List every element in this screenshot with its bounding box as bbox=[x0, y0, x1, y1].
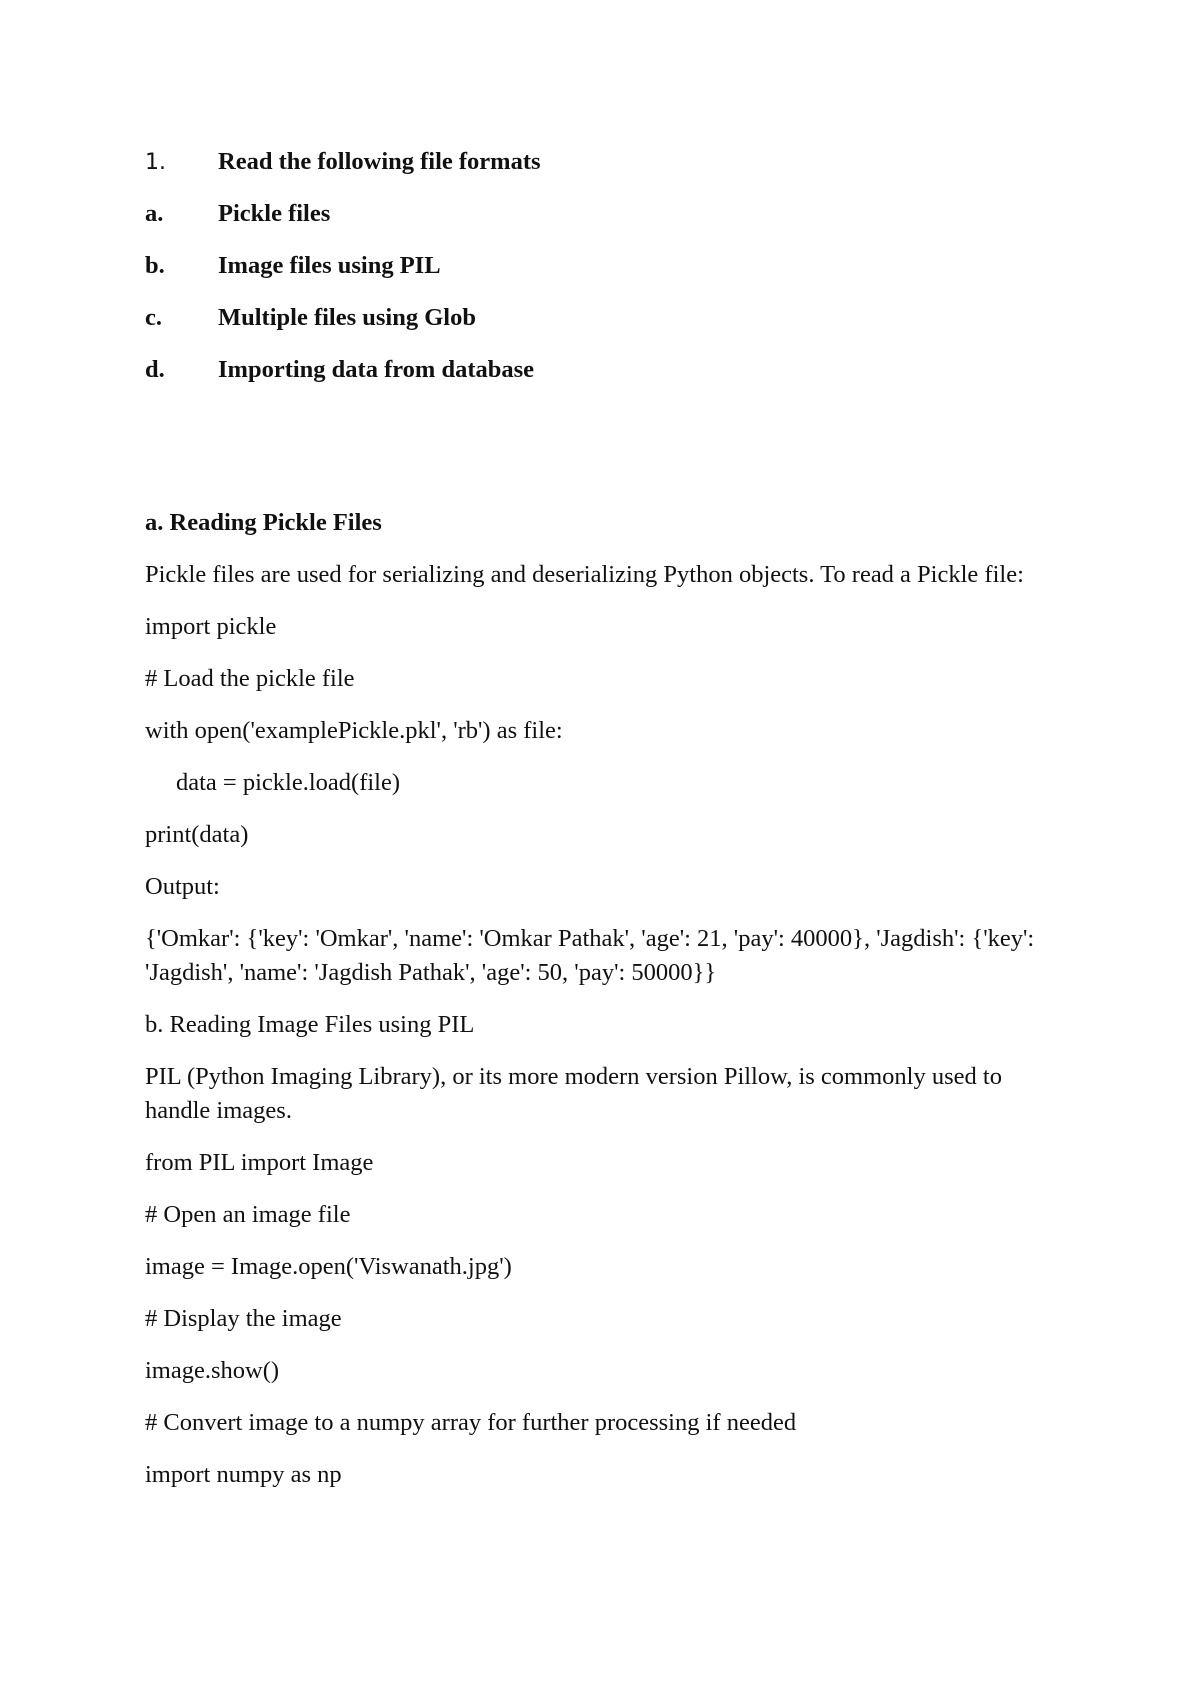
output-value: {'Omkar': {'key': 'Omkar', 'name': 'Omkar Pathak', 'age': 21, 'pay': 40000}, 'Jagdish': {'key': 'Jagdish', 'name': 'Jagdish Pathak', 'age': 50, 'pay': 50000}} bbox=[145, 925, 1035, 986]
section-heading-pil: b. Reading Image Files using PIL bbox=[145, 1011, 475, 1038]
task-title: Importing data from database bbox=[218, 356, 535, 383]
code-comment: # Load the pickle file bbox=[145, 665, 355, 692]
code-comment: # Convert image to a numpy array for further processing if needed bbox=[145, 1409, 797, 1436]
task-title: Image files using PIL bbox=[218, 252, 441, 279]
output-label: Output: bbox=[145, 873, 220, 900]
task-letter: c. bbox=[145, 304, 162, 331]
task-item-c bbox=[145, 304, 1045, 356]
section-heading-pickle: a. Reading Pickle Files bbox=[145, 509, 382, 536]
code-comment: # Open an image file bbox=[145, 1201, 351, 1228]
code-line: print(data) bbox=[145, 821, 249, 848]
task-title: Pickle files bbox=[218, 200, 331, 227]
code-comment: # Display the image bbox=[145, 1305, 342, 1332]
code-line: from PIL import Image bbox=[145, 1149, 374, 1176]
task-letter: d. bbox=[145, 356, 165, 383]
code-line-indented: data = pickle.load(file) bbox=[176, 769, 401, 796]
code-line: with open('examplePickle.pkl', 'rb') as file: bbox=[145, 717, 563, 744]
task-letter: b. bbox=[145, 252, 165, 279]
code-line: image = Image.open('Viswanath.jpg') bbox=[145, 1253, 512, 1280]
code-line: image.show() bbox=[145, 1357, 280, 1384]
task-item-b bbox=[145, 252, 1045, 304]
code-line: import numpy as np bbox=[145, 1461, 342, 1488]
task-item-a bbox=[145, 200, 1045, 252]
pickle-intro-paragraph: Pickle files are used for serializing and deserializing Python objects. To read a Pickle file: bbox=[145, 561, 1024, 588]
task-number: 1. bbox=[145, 150, 166, 175]
task-item-d bbox=[145, 356, 1045, 408]
task-title: Multiple files using Glob bbox=[218, 304, 476, 331]
document-body bbox=[145, 506, 1065, 1510]
code-line: import pickle bbox=[145, 613, 277, 640]
task-letter: a. bbox=[145, 200, 164, 227]
task-list bbox=[145, 148, 1045, 408]
task-item-1 bbox=[145, 148, 1045, 200]
task-title: Read the following file formats bbox=[218, 148, 541, 175]
pil-intro-paragraph: PIL (Python Imaging Library), or its more modern version Pillow, is commonly used to handle images. bbox=[145, 1063, 1002, 1124]
